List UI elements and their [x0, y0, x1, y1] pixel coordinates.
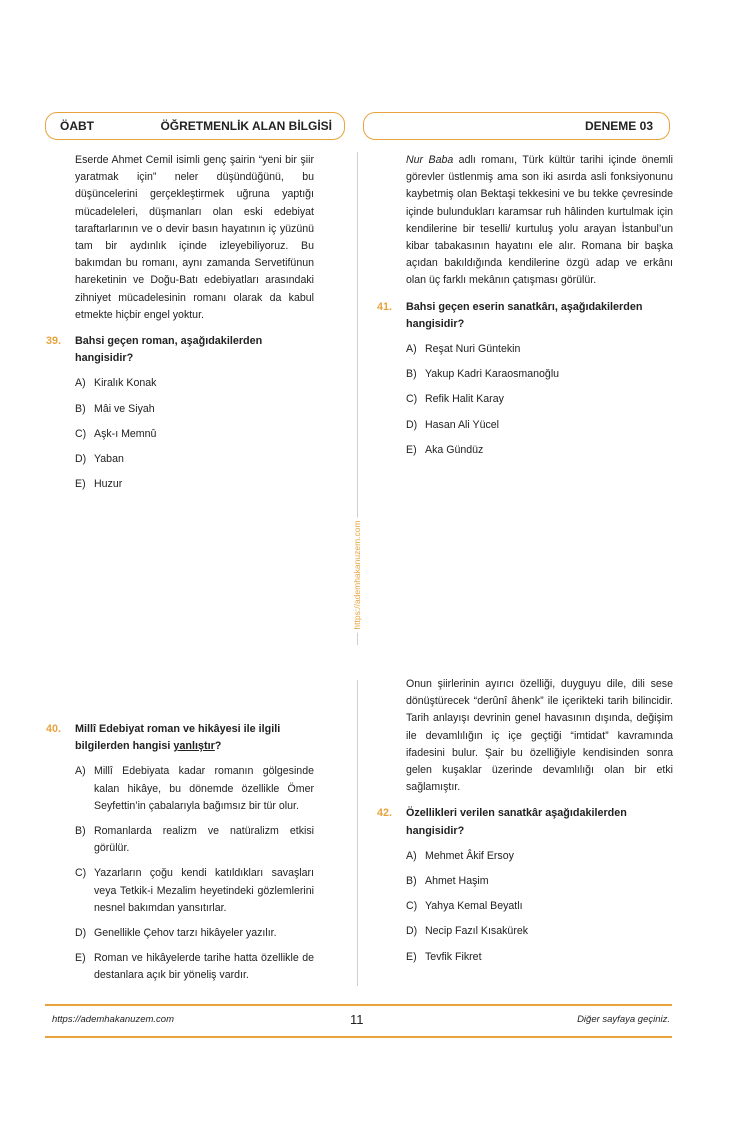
option-text: Aka Gündüz	[425, 443, 484, 456]
question-text: Bahsi geçen eserin sanatkârı, aşağıdakilerden hangisidir?	[406, 300, 643, 330]
option-text: Ahmet Haşim	[425, 875, 489, 888]
option[interactable]	[406, 417, 673, 434]
option-letter: C)	[75, 427, 87, 440]
option[interactable]	[75, 401, 314, 418]
option[interactable]	[406, 923, 673, 940]
option-text: Yahya Kemal Beyatlı	[425, 900, 523, 913]
option[interactable]	[75, 823, 314, 857]
option-letter: D)	[406, 418, 418, 431]
option-text: Mehmet Âkif Ersoy	[425, 849, 514, 862]
vertical-watermark-url: https://ademhakanuzem.com	[352, 517, 362, 632]
option-text: Millî Edebiyata kadar romanın gölgesinde kalan hikâye, bu dönemde özellikle Ömer Seyfettin’in çabalarıyla bağımsız bir tür olur.	[94, 765, 314, 812]
option-text: Kiralık Konak	[94, 377, 157, 390]
question-39	[46, 333, 314, 367]
option[interactable]	[406, 366, 673, 383]
option-letter: B)	[75, 825, 86, 838]
option-letter: E)	[406, 950, 417, 963]
option[interactable]	[75, 763, 314, 815]
option[interactable]	[406, 898, 673, 915]
column-divider-bottom	[357, 680, 358, 986]
page-number: 11	[350, 1012, 364, 1027]
option[interactable]	[75, 426, 314, 443]
option-text: Genellikle Çehov tarzı hikâyeler yazılır.	[94, 927, 277, 940]
option-text: Aşk-ı Memnû	[94, 427, 157, 440]
question-number: 39.	[46, 335, 62, 348]
question-text	[75, 721, 314, 755]
option-text: Roman ve hikâyelerde tarihe hatta özellikle de destanlara açık bir yöneliş vardır.	[94, 952, 314, 982]
question-emphasis: yanlıştır	[173, 740, 215, 753]
header-right-box	[363, 112, 670, 140]
passage-42: Onun şiirlerinin ayırıcı özelliği, duyguyu dile, dili sese dönüştürecek “derûnî âhenk” ile içerikteki tarih bilincidir. Tarih anlayışı devrinin genel havasının dışında, değişim ile devamlılığın iç içe geçtiği “imtidat” kavramında ifadesini bulur. Şair bu özelliğiyle kendisinden sonra gelen kuşaklar üzerinde devamlılığı olan bir etki sağlamıştır.	[406, 678, 673, 794]
option-letter: D)	[406, 925, 418, 938]
option-text: Romanlarda realizm ve natüralizm etkisi görülür.	[94, 825, 314, 855]
option[interactable]	[406, 341, 673, 358]
option[interactable]	[75, 451, 314, 468]
test-title: DENEME 03	[584, 119, 653, 133]
option-text: Hasan Ali Yücel	[425, 418, 500, 431]
question-text: Bahsi geçen roman, aşağıdakilerden hangisidir?	[75, 335, 263, 365]
option-letter: A)	[406, 849, 417, 862]
section-title: ÖĞRETMENLİK ALAN BİLGİSİ	[160, 119, 332, 133]
question-41	[377, 299, 673, 333]
option[interactable]	[406, 873, 673, 890]
exam-tag: ÖABT	[60, 119, 94, 133]
left-bottom-column	[46, 712, 314, 993]
option-letter: E)	[75, 952, 86, 965]
options-41	[377, 341, 673, 459]
option[interactable]	[406, 949, 673, 966]
left-top-column	[46, 152, 314, 501]
option[interactable]	[75, 375, 314, 392]
option-letter: D)	[75, 927, 87, 940]
header-left-box	[45, 112, 345, 140]
option-text: Tevfik Fikret	[425, 950, 482, 963]
options-39	[46, 375, 314, 493]
question-text-end: ?	[214, 740, 222, 753]
option-text: Reşat Nuri Güntekin	[425, 343, 521, 356]
question-text-part: Millî Edebiyat roman ve hikâyesi ile ilgili bilgilerden hangisi	[75, 723, 281, 753]
option[interactable]	[406, 391, 673, 408]
option-text: Necip Fazıl Kısakürek	[425, 925, 529, 938]
option-letter: B)	[406, 368, 417, 381]
next-page-note: Diğer sayfaya geçiniz.	[577, 1014, 670, 1025]
option-text: Yakup Kadri Karaosmanoğlu	[425, 368, 560, 381]
option[interactable]	[75, 925, 314, 942]
question-42	[377, 805, 673, 839]
passage-39: Eserde Ahmet Cemil isimli genç şairin “yeni bir şiir yaratmak için” neler düşündüğünü, bu düşüncelerini gerçekleştirmek uğruna yaptığı mücadeleleri, düşmanları olan eski edebiyat taraftarlarının ve o devir basın hayatının iç yüzünü tam bir aydınlık içinde izleyebiliyoruz. Bu bakımdan bu romanı, aynı zamanda Servetifünun hareketinin ve Doğu-Batı edebiyatları arasındaki zihniyet mücadelesinin romanı olarak da kabul etmekte hiçbir engel yoktur.	[75, 154, 314, 321]
footer-rule-bottom	[45, 1036, 672, 1038]
option-letter: A)	[406, 343, 417, 356]
option[interactable]	[75, 950, 314, 984]
option-letter: C)	[75, 867, 87, 880]
option-letter: B)	[406, 875, 417, 888]
passage-text: adlı romanı, Türk kültür tarihi içinde önemli görevler üstlenmiş ama son iki asırda asli fonksiyonunu kaybetmiş olan Bektaşi tekkesini ve bu tekke çevresinde içinde bulundukları karamsar ruh hâlinden kurtulmak için kendilerine bir teselli/ kurtuluş yolu arayan İstanbul’un kibar tabakasının hayatını ele alır. Romana bir başka açıdan bakıldığında kendilerine özgü adap ve erkânı olan üç farklı mekânın çatışması görülür.	[406, 154, 673, 287]
option-text: Yazarların çoğu kendi katıldıkları savaşları veya Tetkik-i Mezalim heyetindeki gözlemlerini nesnel bakımdan yansıtırlar.	[94, 867, 314, 914]
novel-title: Nur Baba	[406, 154, 454, 166]
footer-rule-top	[45, 1004, 672, 1006]
passage-41	[377, 152, 673, 290]
option[interactable]	[75, 865, 314, 917]
question-number: 42.	[377, 807, 393, 820]
option[interactable]	[406, 442, 673, 459]
right-top-column	[377, 152, 673, 467]
question-number: 41.	[377, 300, 393, 313]
option-text: Huzur	[94, 478, 123, 491]
option-letter: A)	[75, 765, 86, 778]
option-letter: C)	[406, 393, 418, 406]
option-letter: B)	[75, 402, 86, 415]
option[interactable]	[406, 848, 673, 865]
footer-url[interactable]: https://ademhakanuzem.com	[52, 1014, 174, 1025]
question-40	[46, 721, 314, 755]
option-letter: D)	[75, 453, 87, 466]
option-letter: C)	[406, 900, 418, 913]
options-40	[46, 763, 314, 984]
option-text: Mâi ve Siyah	[94, 402, 155, 415]
option[interactable]	[75, 476, 314, 493]
right-bottom-column	[377, 676, 673, 974]
question-text: Özellikleri verilen sanatkâr aşağıdakilerden hangisidir?	[406, 807, 627, 837]
question-number: 40.	[46, 723, 62, 735]
option-letter: A)	[75, 377, 86, 390]
option-text: Refik Halit Karay	[425, 393, 504, 406]
option-text: Yaban	[94, 453, 124, 466]
option-letter: E)	[406, 443, 417, 456]
option-letter: E)	[75, 478, 86, 491]
options-42	[377, 848, 673, 966]
